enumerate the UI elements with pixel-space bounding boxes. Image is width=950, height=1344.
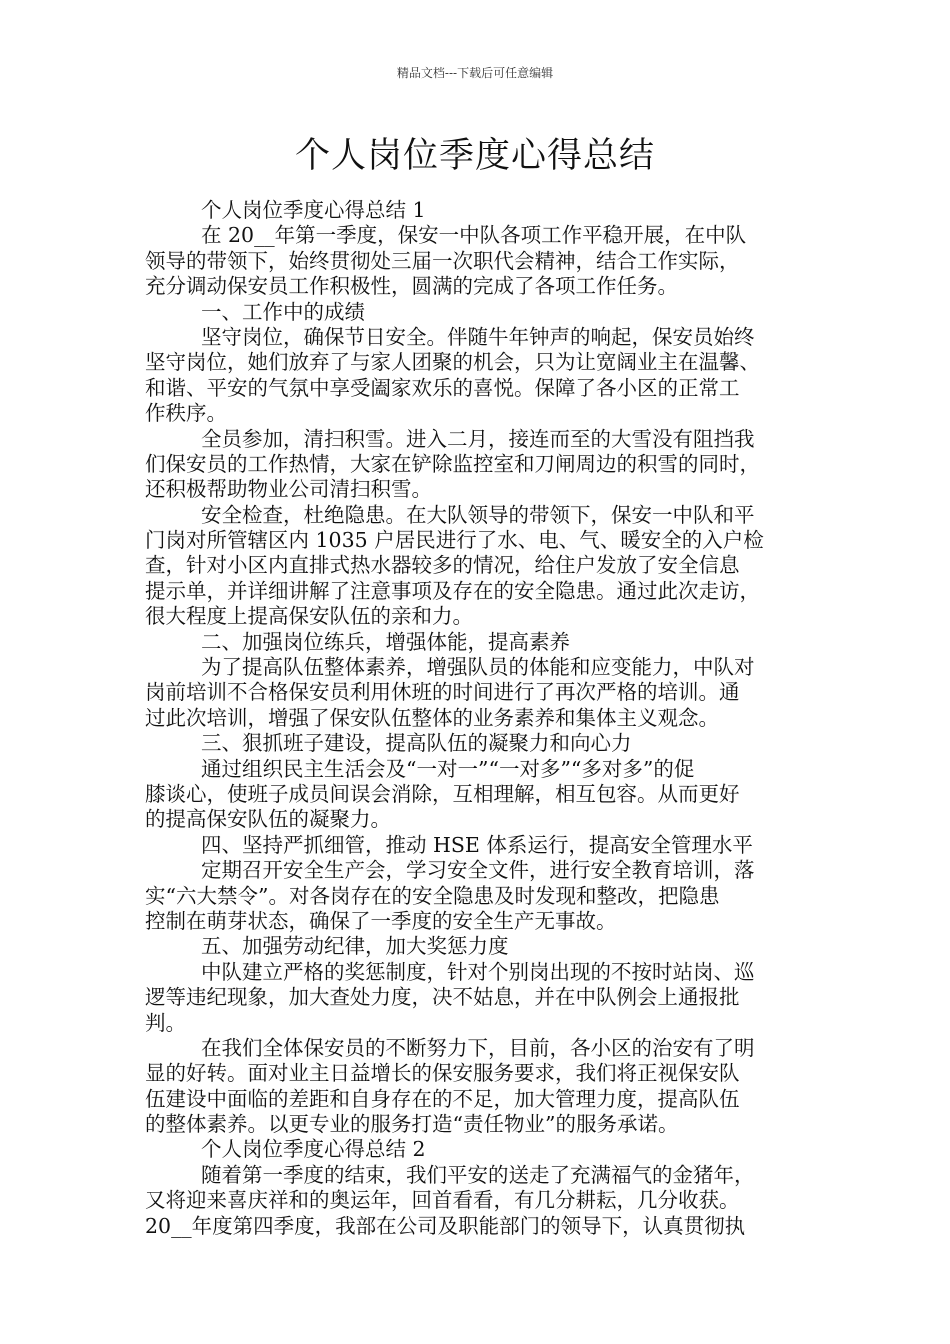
- body-line: 实“六大禁令”。对各岗存在的安全隐患及时发现和整改，把隐患: [145, 883, 720, 908]
- body-line: 查，针对小区内直排式热水器较多的情况，给住户发放了安全信息: [145, 553, 740, 578]
- body-line: 门岗对所管辖区内 1035 户居民进行了水、电、气、暖安全的入户检: [145, 528, 764, 553]
- body-line: 为了提高队伍整体素养，增强队员的体能和应变能力，中队对: [201, 655, 755, 680]
- body-line: 四、坚持严抓细管，推动 HSE 体系运行，提高安全管理水平: [201, 832, 753, 857]
- body-line: 还积极帮助物业公司清扫积雪。: [145, 477, 432, 502]
- body-line: 充分调动保安员工作积极性，圆满的完成了各项工作任务。: [145, 274, 678, 299]
- body-line: 定期召开安全生产会，学习安全文件，进行安全教育培训，落: [201, 858, 755, 883]
- header-note: 精品文档---下载后可任意编辑: [396, 66, 554, 80]
- document-body: [145, 198, 813, 1239]
- body-line: 全员参加，清扫积雪。进入二月，接连而至的大雪没有阻挡我: [201, 426, 755, 451]
- body-line: 又将迎来喜庆祥和的奥运年，回首看看，有几分耕耘，几分收获。: [145, 1188, 740, 1213]
- body-line: 很大程度上提高保安队伍的亲和力。: [145, 604, 473, 629]
- document-title: 个人岗位季度心得总结: [294, 136, 655, 176]
- body-line: 安全检查，杜绝隐患。在大队领导的带领下，保安一中队和平: [201, 502, 755, 527]
- body-line: 领导的带领下，始终贯彻处三届一次职代会精神，结合工作实际，: [145, 248, 740, 273]
- body-line: 在 20__年第一季度，保安一中队各项工作平稳开展，在中队: [201, 223, 747, 248]
- body-line: 提示单，并详细讲解了注意事项及存在的安全隐患。通过此次走访，: [145, 578, 760, 603]
- body-line: 随着第一季度的结束，我们平安的送走了充满福气的金猪年，: [201, 1162, 755, 1187]
- body-line: 作秩序。: [145, 401, 227, 426]
- body-line: 一、工作中的成绩: [201, 299, 365, 324]
- body-line: 逻等违纪现象，加大查处力度，决不姑息，并在中队例会上通报批: [145, 985, 740, 1010]
- body-line: 坚守岗位，她们放弃了与家人团聚的机会，只为让宽阔业主在温馨、: [145, 350, 760, 375]
- body-line: 坚守岗位，确保节日安全。伴随牛年钟声的响起，保安员始终: [201, 324, 755, 349]
- body-line: 伍建设中面临的差距和自身存在的不足，加大管理力度，提高队伍: [145, 1086, 740, 1111]
- body-line: 判。: [145, 1010, 186, 1035]
- body-line: 岗前培训不合格保安员利用休班的时间进行了再次严格的培训。通: [145, 680, 740, 705]
- body-line: 个人岗位季度心得总结 1: [201, 198, 426, 222]
- body-line: 的提高保安队伍的凝聚力。: [145, 807, 391, 832]
- body-line: 膝谈心，使班子成员间误会消除，互相理解，相互包容。从而更好: [145, 781, 740, 806]
- body-line: 20__年度第四季度，我部在公司及职能部门的领导下，认真贯彻执: [145, 1213, 746, 1238]
- body-line: 五、加强劳动纪律，加大奖惩力度: [201, 934, 509, 959]
- body-line: 控制在萌芽状态，确保了一季度的安全生产无事故。: [145, 908, 617, 933]
- body-line: 显的好转。面对业主日益增长的保安服务要求，我们将正视保安队: [145, 1061, 740, 1086]
- body-line: 们保安员的工作热情，大家在铲除监控室和刀闸周边的积雪的同时，: [145, 451, 760, 476]
- body-line: 过此次培训，增强了保安队伍整体的业务素养和集体主义观念。: [145, 705, 719, 730]
- body-line: 通过组织民主生活会及“一对一”“一对多”“多对多”的促: [201, 756, 695, 781]
- body-line: 在我们全体保安员的不断努力下，目前，各小区的治安有了明: [201, 1035, 755, 1060]
- body-line: 和谐、平安的气氛中享受阖家欢乐的喜悦。保障了各小区的正常工: [145, 375, 740, 400]
- body-line: 三、狠抓班子建设，提高队伍的凝聚力和向心力: [201, 731, 632, 756]
- body-line: 二、加强岗位练兵，增强体能，提高素养: [201, 629, 570, 654]
- body-line: 中队建立严格的奖惩制度，针对个别岗出现的不按时站岗、巡: [201, 959, 755, 984]
- body-line: 的整体素养。以更专业的服务打造“责任物业”的服务承诺。: [145, 1112, 679, 1137]
- body-line: 个人岗位季度心得总结 2: [201, 1137, 426, 1162]
